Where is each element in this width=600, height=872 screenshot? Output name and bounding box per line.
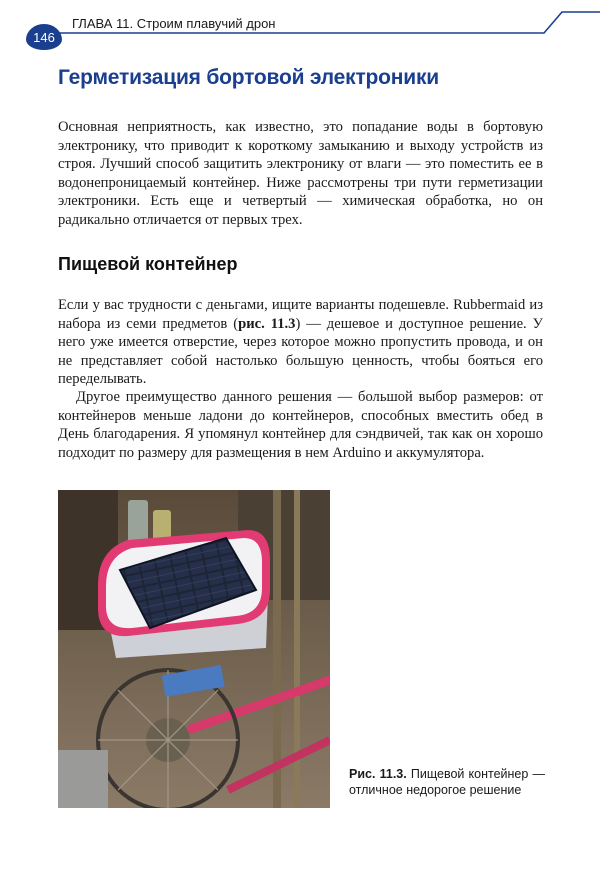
subsection-paragraph-2: Другое преимущество данного решения — большой выбор размеров: от контейнеров меньше ладони до контейнеров, способных вместить обед в День благодарения. Я упомянул контейнер для сэндвичей, так как он хорошо подходит по размеру для размещения в нем Arduino и аккумулятора. <box>58 389 543 461</box>
chapter-title: ГЛАВА 11. Строим плавучий дрон <box>72 16 276 31</box>
figure-caption-text: Пищевой контейнер — отличное недорогое решение <box>349 767 545 797</box>
section-paragraph: Основная неприятность, как известно, это попадание воды в бортовую электронику, что приводит к короткому замыканию и выходу устройств из строя. Лучший способ защитить электронику от влаги — это поместить ее в водонепроницаемый контейнер. Ниже рассмотрены три пути герметизации электроники. Есть еще и четвертый — химическая обработка, но он радикально отличается от первых трех. <box>58 119 543 228</box>
section-title: Герметизация бортовой электроники <box>58 66 440 89</box>
photo-illustration <box>58 490 330 808</box>
figure-caption <box>349 767 545 798</box>
paragraph-text: ) — дешевое и доступное решение. У него уже имеется отверстие, через которое можно пропустить провода, и он не представляет собой настолько большую ценность, чтобы бояться его переделывать. <box>58 315 543 388</box>
figure-label: Рис. 11.3. <box>349 767 407 781</box>
subsection-title: Пищевой контейнер <box>58 254 238 274</box>
figure-photo <box>58 490 330 808</box>
paragraph-text: Если у вас трудности с деньгами, ищите варианты подешевле. Rubbermaid из набора из семи предметов ( <box>58 297 543 332</box>
page-number: 146 <box>26 24 62 50</box>
figure-reference: рис. 11.3 <box>238 315 296 332</box>
subsection-paragraph-1 <box>58 296 543 389</box>
